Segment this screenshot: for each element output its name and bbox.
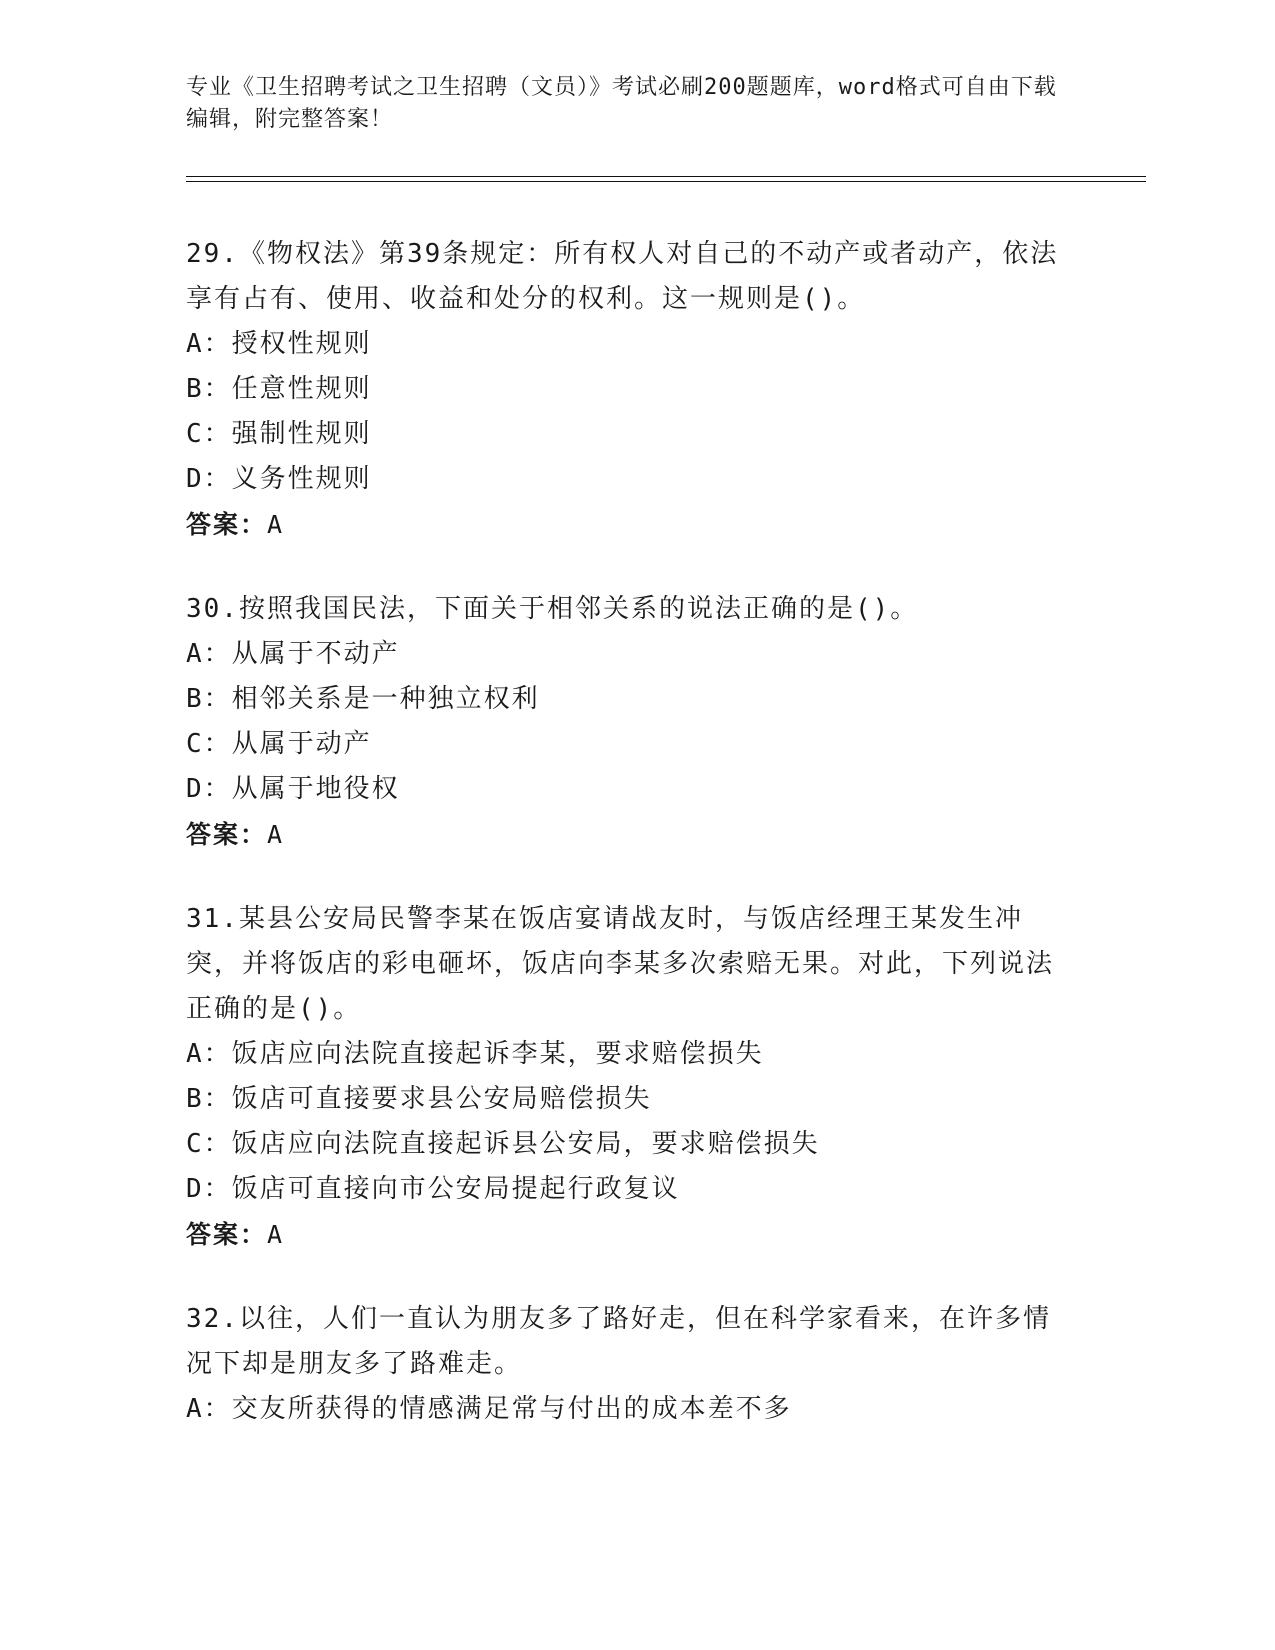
option-c: C：从属于动产 (186, 729, 372, 759)
option-b: B：任意性规则 (186, 374, 372, 404)
question-30 (186, 587, 1086, 857)
question-text: 29.《物权法》第39条规定：所有权人对自己的不动产或者动产，依法享有占有、使用、收益和处分的权利。这一规则是()。 (186, 239, 1059, 314)
question-31 (186, 897, 1086, 1257)
answer-value: A (267, 1220, 285, 1249)
answer-value: A (267, 820, 285, 849)
header-title: 专业《卫生招聘考试之卫生招聘（文员）》考试必刷200题题库，word格式可自由下载编辑，附完整答案！ (186, 75, 1057, 132)
option-a: A：交友所获得的情感满足常与付出的成本差不多 (186, 1394, 792, 1424)
option-b: B：相邻关系是一种独立权利 (186, 684, 540, 714)
option-d: D：饭店可直接向市公安局提起行政复议 (186, 1174, 680, 1204)
question-32 (186, 1297, 1086, 1432)
answer-label: 答案： (186, 820, 268, 849)
answer-label: 答案： (186, 510, 268, 539)
option-a: A：从属于不动产 (186, 639, 400, 669)
answer-line (186, 812, 1086, 857)
answer-line (186, 502, 1086, 547)
question-29 (186, 232, 1086, 547)
question-text: 30.按照我国民法，下面关于相邻关系的说法正确的是()。 (186, 594, 919, 624)
document-header (186, 72, 1066, 136)
answer-line (186, 1212, 1086, 1257)
answer-value: A (267, 510, 285, 539)
header-divider-top (186, 176, 1146, 177)
option-d: D：义务性规则 (186, 464, 372, 494)
option-a: A：饭店应向法院直接起诉李某，要求赔偿损失 (186, 1039, 764, 1069)
header-divider-bottom (186, 181, 1146, 182)
question-text: 32.以往，人们一直认为朋友多了路好走，但在科学家看来，在许多情况下却是朋友多了路难走。 (186, 1304, 1051, 1379)
option-c: C：强制性规则 (186, 419, 372, 449)
option-b: B：饭店可直接要求县公安局赔偿损失 (186, 1084, 652, 1114)
option-c: C：饭店应向法院直接起诉县公安局，要求赔偿损失 (186, 1129, 820, 1159)
question-list (186, 232, 1086, 1472)
option-a: A：授权性规则 (186, 329, 372, 359)
answer-label: 答案： (186, 1220, 268, 1249)
question-text: 31.某县公安局民警李某在饭店宴请战友时，与饭店经理王某发生冲突，并将饭店的彩电砸坏，饭店向李某多次索赔无果。对此，下列说法正确的是()。 (186, 904, 1055, 1024)
option-d: D：从属于地役权 (186, 774, 400, 804)
